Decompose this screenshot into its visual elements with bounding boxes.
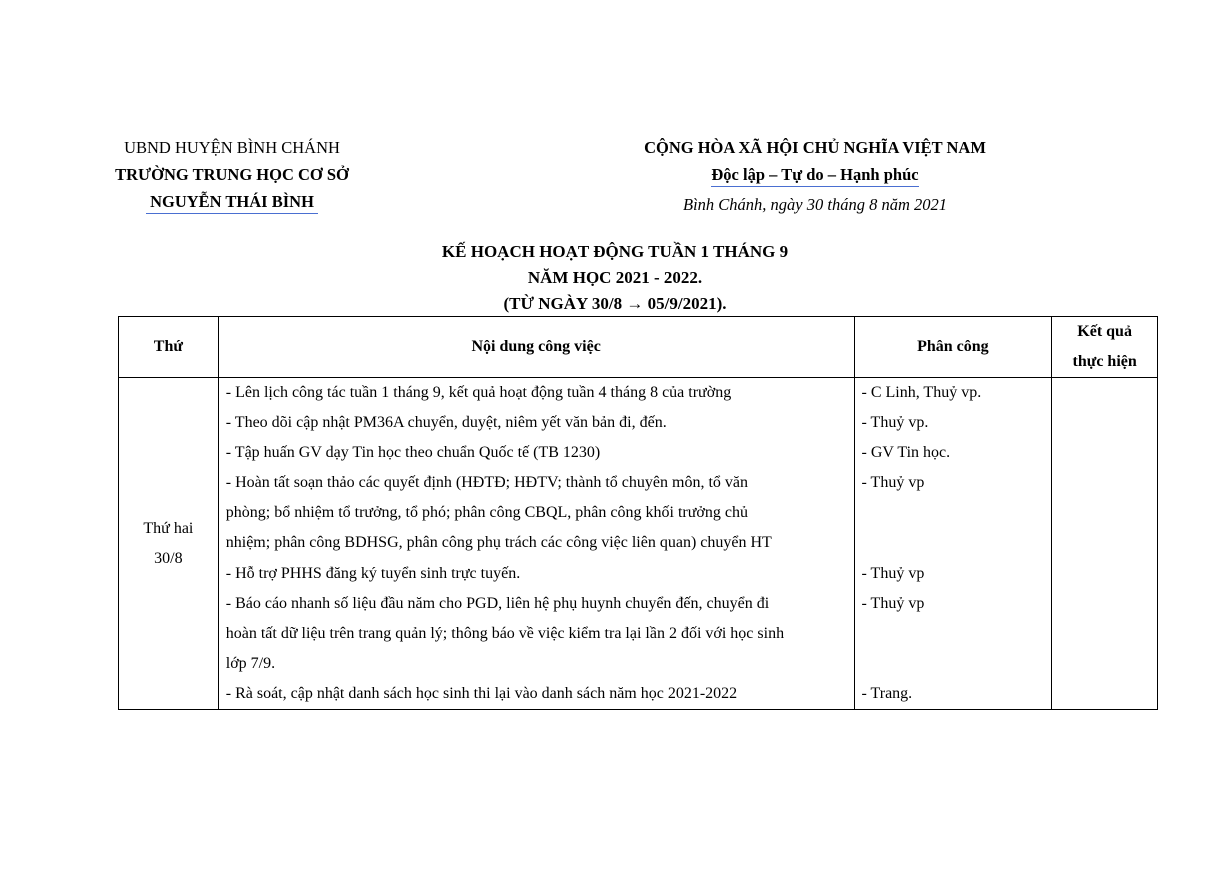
table-header-row xyxy=(119,317,1158,378)
content-line: - Tập huấn GV dạy Tin học theo chuẩn Quốc tế (TB 1230) xyxy=(225,444,601,462)
assign-line xyxy=(855,649,1052,679)
content-line: hoàn tất dữ liệu trên trang quản lý; thông báo về việc kiểm tra lại lần 2 đối với học sinh xyxy=(225,624,785,642)
title-line-2: NĂM HỌC 2021 - 2022. xyxy=(527,268,703,287)
nation-name: CỘNG HÒA XÃ HỘI CHỦ NGHĨA VIỆT NAM xyxy=(644,138,986,157)
national-heading xyxy=(580,134,1050,218)
content-line: - Hỗ trợ PHHS đăng ký tuyển sinh trực tuyến. xyxy=(225,564,521,582)
content-line: - Báo cáo nhanh số liệu đầu năm cho PGD, liên hệ phụ huynh chuyển đến, chuyển đi xyxy=(225,594,770,612)
assign-line: - Thuỷ vp xyxy=(861,594,925,612)
header-content: Nội dung công việc xyxy=(218,317,854,378)
content-line: - Theo dõi cập nhật PM36A chuyển, duyệt, niêm yết văn bản đi, đến. xyxy=(225,414,667,432)
table-row xyxy=(119,378,1158,710)
header-result-line-1: Kết quả xyxy=(1077,323,1132,340)
day-date: 30/8 xyxy=(154,549,183,567)
header-assign: Phân công xyxy=(854,317,1052,378)
assign-line: - C Linh, Thuỷ vp. xyxy=(861,384,982,401)
content-line: lớp 7/9. xyxy=(225,654,276,672)
day-cell xyxy=(119,378,219,710)
assign-line: - Thuỷ vp xyxy=(861,474,925,492)
header-result-line-2: thực hiện xyxy=(1072,353,1137,370)
district-name: UBND HUYỆN BÌNH CHÁNH xyxy=(124,138,340,157)
title-line-3: (TỪ NGÀY 30/8 → 05/9/2021). xyxy=(503,294,727,313)
assign-cell xyxy=(854,378,1052,710)
title-line-1: KẾ HOẠCH HOẠT ĐỘNG TUẦN 1 THÁNG 9 xyxy=(441,242,789,261)
assign-line xyxy=(855,619,1052,649)
day-name: Thứ hai xyxy=(143,519,194,537)
header-result xyxy=(1052,317,1158,378)
content-line: - Rà soát, cập nhật danh sách học sinh thi lại vào danh sách năm học 2021-2022 xyxy=(225,684,738,702)
content-line: - Lên lịch công tác tuần 1 tháng 9, kết quả hoạt động tuần 4 tháng 8 của trường xyxy=(225,384,732,401)
assign-line xyxy=(855,528,1052,558)
content-line: nhiệm; phân công BDHSG, phân công phụ trách các công việc liên quan) chuyển HT xyxy=(225,534,772,552)
header-day: Thứ xyxy=(119,317,219,378)
document-date: Bình Chánh, ngày 30 tháng 8 năm 2021 xyxy=(683,195,947,214)
weekly-plan-table xyxy=(118,316,1158,710)
content-line: - Hoàn tất soạn thảo các quyết định (HĐTĐ; HĐTV; thành tổ chuyên môn, tổ văn xyxy=(225,474,748,492)
school-type: TRƯỜNG TRUNG HỌC CƠ SỞ xyxy=(115,165,349,184)
assign-line: - Trang. xyxy=(861,684,913,702)
assign-line: - GV Tin học. xyxy=(861,444,951,462)
assign-line xyxy=(855,498,1052,528)
issuing-authority xyxy=(82,134,382,214)
national-motto: Độc lập – Tự do – Hạnh phúc xyxy=(711,163,918,187)
content-line: phòng; bổ nhiệm tổ trưởng, tổ phó; phân công CBQL, phân công khối trưởng chủ xyxy=(225,504,748,522)
assign-line: - Thuỷ vp xyxy=(861,564,925,582)
assign-line: - Thuỷ vp. xyxy=(861,414,929,432)
school-name: NGUYỄN THÁI BÌNH xyxy=(150,192,314,211)
document-title xyxy=(0,239,1230,317)
result-cell xyxy=(1052,378,1158,710)
content-cell xyxy=(218,378,854,710)
